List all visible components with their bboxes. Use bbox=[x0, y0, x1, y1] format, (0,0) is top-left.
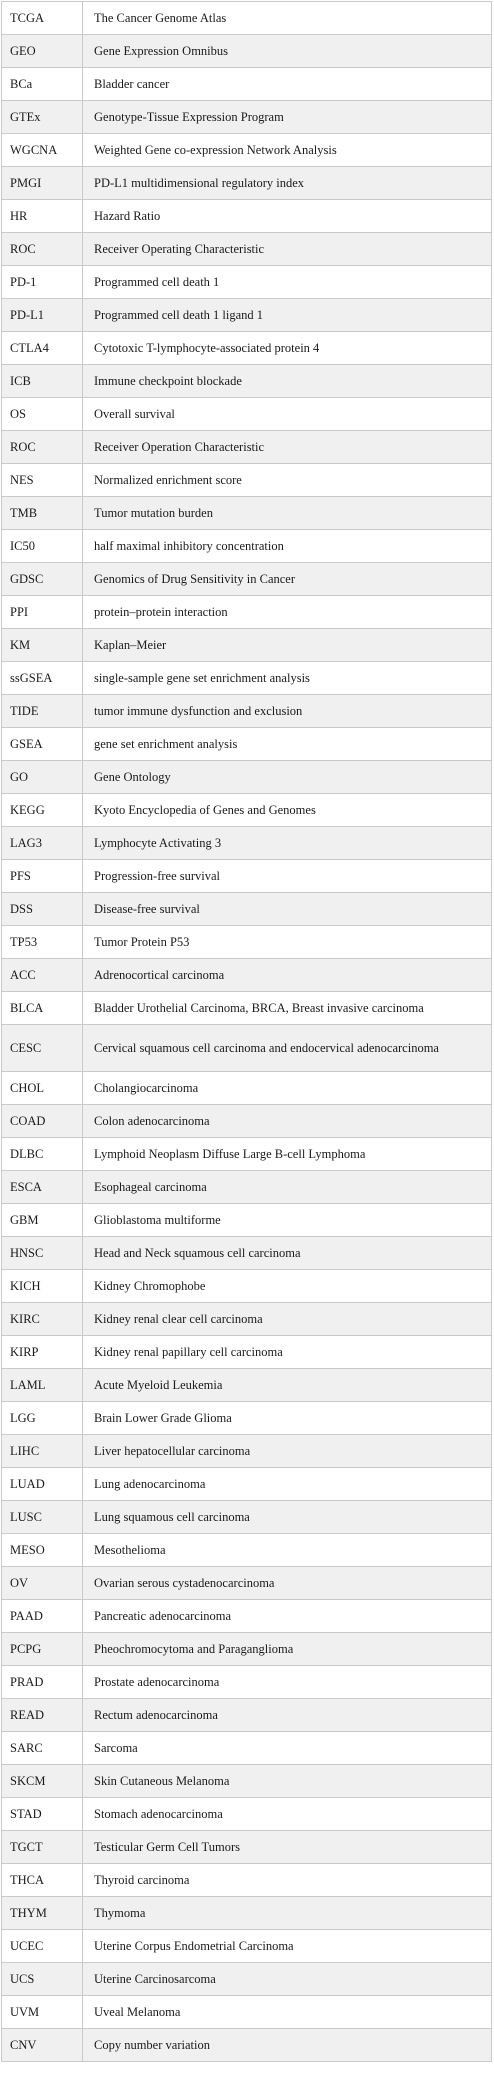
table-row bbox=[2, 1963, 492, 1996]
definition-cell: Copy number variation bbox=[83, 2029, 492, 2062]
definition-cell: Weighted Gene co-expression Network Analysis bbox=[83, 134, 492, 167]
definition-cell: Testicular Germ Cell Tumors bbox=[83, 1831, 492, 1864]
definition-cell: Receiver Operation Characteristic bbox=[83, 431, 492, 464]
abbreviation-cell: TCGA bbox=[2, 2, 83, 35]
table-row bbox=[2, 1732, 492, 1765]
abbreviation-cell: CTLA4 bbox=[2, 332, 83, 365]
table-row bbox=[2, 959, 492, 992]
table-row bbox=[2, 1534, 492, 1567]
table-row bbox=[2, 1600, 492, 1633]
table-row bbox=[2, 1633, 492, 1666]
table-row bbox=[2, 794, 492, 827]
definition-cell: Stomach adenocarcinoma bbox=[83, 1798, 492, 1831]
abbreviation-cell: KM bbox=[2, 629, 83, 662]
abbreviation-cell: READ bbox=[2, 1699, 83, 1732]
abbreviation-cell: KEGG bbox=[2, 794, 83, 827]
definition-cell: Skin Cutaneous Melanoma bbox=[83, 1765, 492, 1798]
table-row bbox=[2, 1025, 492, 1072]
definition-cell: Glioblastoma multiforme bbox=[83, 1204, 492, 1237]
abbreviation-cell: CHOL bbox=[2, 1072, 83, 1105]
definition-cell: Liver hepatocellular carcinoma bbox=[83, 1435, 492, 1468]
abbreviation-cell: UCEC bbox=[2, 1930, 83, 1963]
table-row bbox=[2, 497, 492, 530]
definition-cell: Sarcoma bbox=[83, 1732, 492, 1765]
abbreviation-cell: LIHC bbox=[2, 1435, 83, 1468]
table-row bbox=[2, 596, 492, 629]
definition-cell: Prostate adenocarcinoma bbox=[83, 1666, 492, 1699]
table-row bbox=[2, 1468, 492, 1501]
definition-cell: protein–protein interaction bbox=[83, 596, 492, 629]
table-row bbox=[2, 1171, 492, 1204]
table-row bbox=[2, 1270, 492, 1303]
table-row bbox=[2, 398, 492, 431]
definition-cell: Kidney renal clear cell carcinoma bbox=[83, 1303, 492, 1336]
abbreviation-cell: PD-1 bbox=[2, 266, 83, 299]
table-row bbox=[2, 101, 492, 134]
abbreviation-cell: TGCT bbox=[2, 1831, 83, 1864]
table-row bbox=[2, 563, 492, 596]
abbreviation-cell: ACC bbox=[2, 959, 83, 992]
definition-cell: Gene Expression Omnibus bbox=[83, 35, 492, 68]
table-row bbox=[2, 1864, 492, 1897]
table-row bbox=[2, 1204, 492, 1237]
definition-cell: Uterine Corpus Endometrial Carcinoma bbox=[83, 1930, 492, 1963]
table-row bbox=[2, 992, 492, 1025]
definition-cell: Tumor mutation burden bbox=[83, 497, 492, 530]
abbreviation-cell: GDSC bbox=[2, 563, 83, 596]
definition-cell: Genotype-Tissue Expression Program bbox=[83, 101, 492, 134]
table-row bbox=[2, 299, 492, 332]
definition-cell: Programmed cell death 1 ligand 1 bbox=[83, 299, 492, 332]
abbreviation-cell: KICH bbox=[2, 1270, 83, 1303]
definition-cell: Acute Myeloid Leukemia bbox=[83, 1369, 492, 1402]
definition-cell: Pancreatic adenocarcinoma bbox=[83, 1600, 492, 1633]
abbreviation-cell: PMGI bbox=[2, 167, 83, 200]
definition-cell: Genomics of Drug Sensitivity in Cancer bbox=[83, 563, 492, 596]
definition-cell: Kaplan–Meier bbox=[83, 629, 492, 662]
abbreviation-cell: UCS bbox=[2, 1963, 83, 1996]
table-row bbox=[2, 1237, 492, 1270]
table-row bbox=[2, 893, 492, 926]
table-row bbox=[2, 200, 492, 233]
abbreviation-cell: GTEx bbox=[2, 101, 83, 134]
table-row bbox=[2, 1666, 492, 1699]
abbreviation-cell: KIRP bbox=[2, 1336, 83, 1369]
table-row bbox=[2, 365, 492, 398]
definition-cell: Programmed cell death 1 bbox=[83, 266, 492, 299]
definition-cell: Normalized enrichment score bbox=[83, 464, 492, 497]
abbreviation-cell: HNSC bbox=[2, 1237, 83, 1270]
abbreviation-cell: OS bbox=[2, 398, 83, 431]
table-row bbox=[2, 860, 492, 893]
table-row bbox=[2, 431, 492, 464]
table-row bbox=[2, 926, 492, 959]
abbreviation-cell: THCA bbox=[2, 1864, 83, 1897]
table-row bbox=[2, 332, 492, 365]
abbreviation-cell: PCPG bbox=[2, 1633, 83, 1666]
abbreviation-cell: MESO bbox=[2, 1534, 83, 1567]
abbreviation-cell: CESC bbox=[2, 1025, 83, 1072]
definition-cell: Lung adenocarcinoma bbox=[83, 1468, 492, 1501]
table-row bbox=[2, 1336, 492, 1369]
abbreviation-cell: STAD bbox=[2, 1798, 83, 1831]
table-row bbox=[2, 1699, 492, 1732]
abbreviation-table-body bbox=[2, 2, 492, 2062]
table-row bbox=[2, 68, 492, 101]
abbreviation-cell: TMB bbox=[2, 497, 83, 530]
table-row bbox=[2, 1897, 492, 1930]
definition-cell: gene set enrichment analysis bbox=[83, 728, 492, 761]
definition-cell: Lymphocyte Activating 3 bbox=[83, 827, 492, 860]
table-row bbox=[2, 35, 492, 68]
definition-cell: Gene Ontology bbox=[83, 761, 492, 794]
table-row bbox=[2, 629, 492, 662]
abbreviation-cell: SARC bbox=[2, 1732, 83, 1765]
abbreviation-cell: LUSC bbox=[2, 1501, 83, 1534]
abbreviation-cell: SKCM bbox=[2, 1765, 83, 1798]
definition-cell: Rectum adenocarcinoma bbox=[83, 1699, 492, 1732]
abbreviation-cell: DSS bbox=[2, 893, 83, 926]
definition-cell: Disease-free survival bbox=[83, 893, 492, 926]
abbreviation-cell: ROC bbox=[2, 431, 83, 464]
definition-cell: Bladder Urothelial Carcinoma, BRCA, Breast invasive carcinoma bbox=[83, 992, 492, 1025]
abbreviation-cell: PPI bbox=[2, 596, 83, 629]
definition-cell: Cholangiocarcinoma bbox=[83, 1072, 492, 1105]
definition-cell: Cytotoxic T-lymphocyte-associated protein 4 bbox=[83, 332, 492, 365]
definition-cell: Cervical squamous cell carcinoma and endocervical adenocarcinoma bbox=[83, 1025, 492, 1072]
abbreviation-cell: ssGSEA bbox=[2, 662, 83, 695]
table-row bbox=[2, 1402, 492, 1435]
abbreviation-cell: OV bbox=[2, 1567, 83, 1600]
table-row bbox=[2, 1567, 492, 1600]
abbreviation-cell: COAD bbox=[2, 1105, 83, 1138]
table-row bbox=[2, 1996, 492, 2029]
definition-cell: Immune checkpoint blockade bbox=[83, 365, 492, 398]
abbreviation-cell: PRAD bbox=[2, 1666, 83, 1699]
abbreviation-cell: GEO bbox=[2, 35, 83, 68]
table-row bbox=[2, 1930, 492, 1963]
abbreviation-cell: BLCA bbox=[2, 992, 83, 1025]
definition-cell: Ovarian serous cystadenocarcinoma bbox=[83, 1567, 492, 1600]
table-row bbox=[2, 1369, 492, 1402]
definition-cell: Kidney Chromophobe bbox=[83, 1270, 492, 1303]
definition-cell: Mesothelioma bbox=[83, 1534, 492, 1567]
definition-cell: tumor immune dysfunction and exclusion bbox=[83, 695, 492, 728]
abbreviation-cell: GBM bbox=[2, 1204, 83, 1237]
definition-cell: Brain Lower Grade Glioma bbox=[83, 1402, 492, 1435]
definition-cell: Uterine Carcinosarcoma bbox=[83, 1963, 492, 1996]
abbreviation-cell: WGCNA bbox=[2, 134, 83, 167]
table-row bbox=[2, 662, 492, 695]
table-row bbox=[2, 1435, 492, 1468]
definition-cell: Thymoma bbox=[83, 1897, 492, 1930]
definition-cell: Progression-free survival bbox=[83, 860, 492, 893]
table-row bbox=[2, 233, 492, 266]
definition-cell: Hazard Ratio bbox=[83, 200, 492, 233]
table-row bbox=[2, 761, 492, 794]
abbreviation-cell: TP53 bbox=[2, 926, 83, 959]
definition-cell: single-sample gene set enrichment analysis bbox=[83, 662, 492, 695]
abbreviation-cell: PAAD bbox=[2, 1600, 83, 1633]
table-row bbox=[2, 2, 492, 35]
definition-cell: Lymphoid Neoplasm Diffuse Large B-cell Lymphoma bbox=[83, 1138, 492, 1171]
abbreviation-cell: GSEA bbox=[2, 728, 83, 761]
definition-cell: Kidney renal papillary cell carcinoma bbox=[83, 1336, 492, 1369]
definition-cell: half maximal inhibitory concentration bbox=[83, 530, 492, 563]
table-row bbox=[2, 728, 492, 761]
table-row bbox=[2, 266, 492, 299]
definition-cell: Receiver Operating Characteristic bbox=[83, 233, 492, 266]
abbreviation-cell: LUAD bbox=[2, 1468, 83, 1501]
abbreviation-cell: LAG3 bbox=[2, 827, 83, 860]
definition-cell: Lung squamous cell carcinoma bbox=[83, 1501, 492, 1534]
table-row bbox=[2, 2029, 492, 2062]
abbreviation-cell: DLBC bbox=[2, 1138, 83, 1171]
abbreviation-cell: KIRC bbox=[2, 1303, 83, 1336]
table-row bbox=[2, 1072, 492, 1105]
abbreviation-cell: LAML bbox=[2, 1369, 83, 1402]
definition-cell: The Cancer Genome Atlas bbox=[83, 2, 492, 35]
abbreviation-cell: THYM bbox=[2, 1897, 83, 1930]
abbreviation-cell: IC50 bbox=[2, 530, 83, 563]
table-row bbox=[2, 167, 492, 200]
abbreviation-cell: PD-L1 bbox=[2, 299, 83, 332]
table-row bbox=[2, 1765, 492, 1798]
abbreviation-cell: UVM bbox=[2, 1996, 83, 2029]
definition-cell: Uveal Melanoma bbox=[83, 1996, 492, 2029]
definition-cell: Esophageal carcinoma bbox=[83, 1171, 492, 1204]
table-row bbox=[2, 530, 492, 563]
table-row bbox=[2, 827, 492, 860]
table-row bbox=[2, 695, 492, 728]
abbreviation-table bbox=[1, 1, 492, 2062]
abbreviation-cell: TIDE bbox=[2, 695, 83, 728]
abbreviation-cell: ICB bbox=[2, 365, 83, 398]
abbreviation-cell: LGG bbox=[2, 1402, 83, 1435]
definition-cell: Colon adenocarcinoma bbox=[83, 1105, 492, 1138]
definition-cell: Kyoto Encyclopedia of Genes and Genomes bbox=[83, 794, 492, 827]
abbreviation-cell: GO bbox=[2, 761, 83, 794]
abbreviation-cell: PFS bbox=[2, 860, 83, 893]
table-row bbox=[2, 1303, 492, 1336]
abbreviation-cell: HR bbox=[2, 200, 83, 233]
table-row bbox=[2, 1138, 492, 1171]
table-row bbox=[2, 1831, 492, 1864]
abbreviation-cell: NES bbox=[2, 464, 83, 497]
abbreviation-cell: ESCA bbox=[2, 1171, 83, 1204]
definition-cell: Bladder cancer bbox=[83, 68, 492, 101]
definition-cell: Thyroid carcinoma bbox=[83, 1864, 492, 1897]
abbreviation-cell: BCa bbox=[2, 68, 83, 101]
definition-cell: Head and Neck squamous cell carcinoma bbox=[83, 1237, 492, 1270]
definition-cell: Tumor Protein P53 bbox=[83, 926, 492, 959]
table-row bbox=[2, 1798, 492, 1831]
abbreviation-cell: CNV bbox=[2, 2029, 83, 2062]
table-row bbox=[2, 464, 492, 497]
table-row bbox=[2, 134, 492, 167]
definition-cell: Overall survival bbox=[83, 398, 492, 431]
definition-cell: PD-L1 multidimensional regulatory index bbox=[83, 167, 492, 200]
table-row bbox=[2, 1105, 492, 1138]
table-row bbox=[2, 1501, 492, 1534]
definition-cell: Adrenocortical carcinoma bbox=[83, 959, 492, 992]
definition-cell: Pheochromocytoma and Paraganglioma bbox=[83, 1633, 492, 1666]
abbreviation-cell: ROC bbox=[2, 233, 83, 266]
